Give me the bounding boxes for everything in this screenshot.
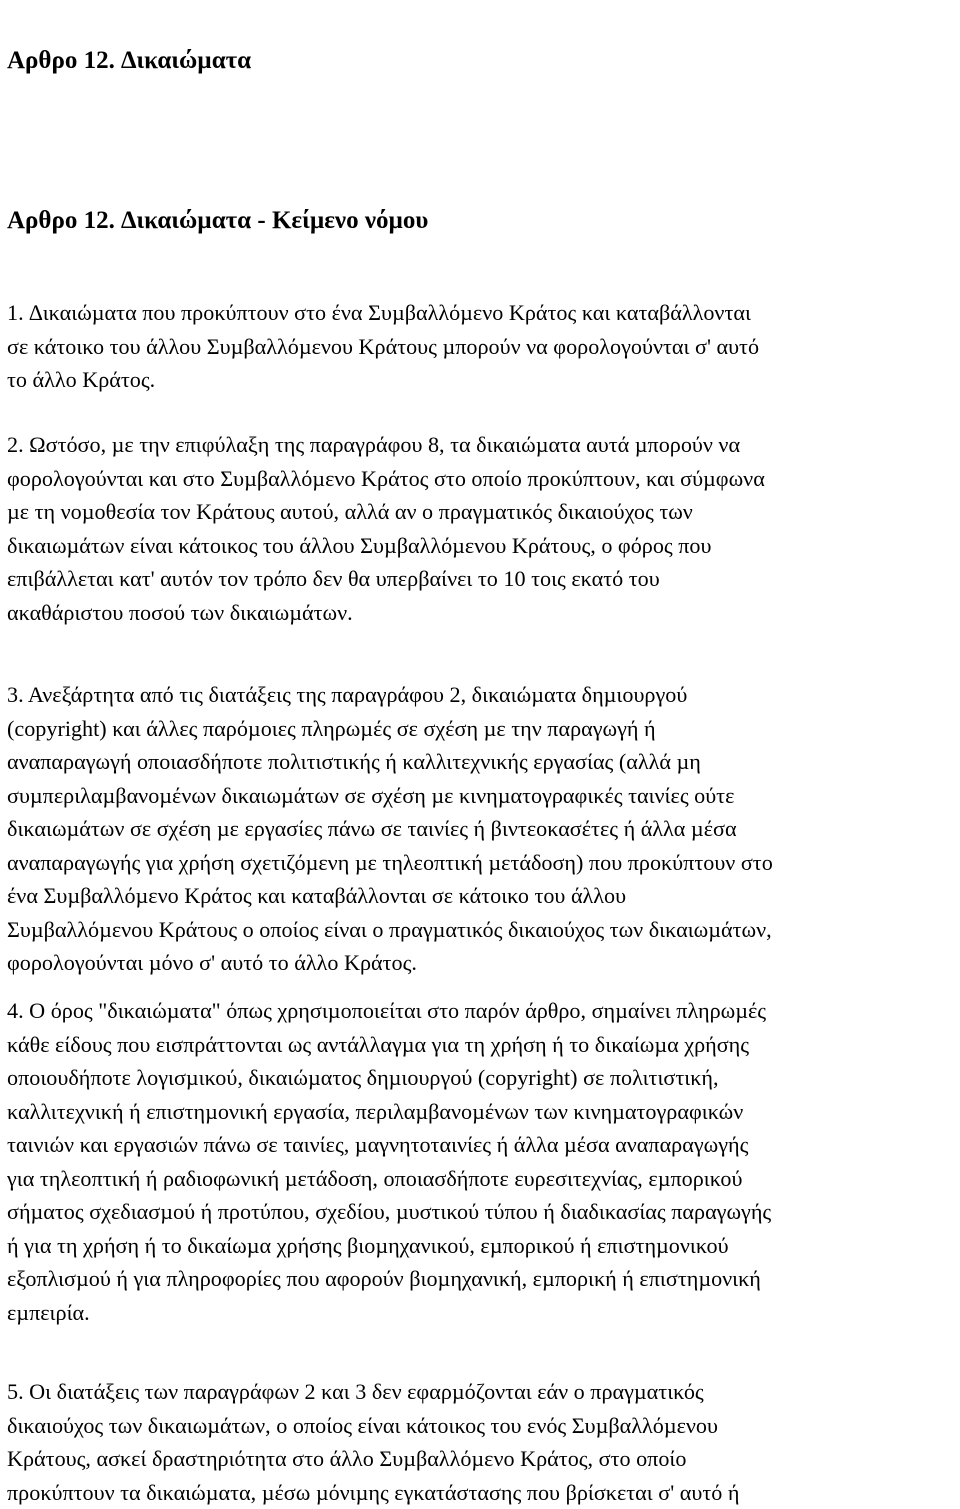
paragraph-line: σήµατος σχεδιασµού ή προτύπου, σχεδίου, µυστικού τύπου ή διαδικασίας παραγωγής bbox=[7, 1195, 960, 1229]
paragraph-4 bbox=[7, 994, 960, 1329]
paragraph-line: οποιουδήποτε λογισµικού, δικαιώµατος δηµιουργού (copyright) σε πολιτιστική, bbox=[7, 1061, 960, 1095]
paragraph-line: καλλιτεχνική ή επιστηµονική εργασία, περιλαµβανοµένων των κινηµατογραφικών bbox=[7, 1095, 960, 1129]
paragraph-line: φορολογούνται και στο Συµβαλλόµενο Κράτος στο οποίο προκύπτουν, και σύµφωνα bbox=[7, 462, 960, 496]
paragraph-line: ένα Συµβαλλόµενο Κράτος και καταβάλλονται σε κάτοικο του άλλου bbox=[7, 879, 960, 913]
paragraph-line: το άλλο Κράτος. bbox=[7, 363, 960, 397]
paragraph-line: Συµβαλλόµενου Κράτους ο οποίος είναι ο πραγµατικός δικαιούχος των δικαιωµάτων, bbox=[7, 913, 960, 947]
paragraph-line: 4. Ο όρος "δικαιώµατα" όπως χρησιµοποιείται στο παρόν άρθρο, σηµαίνει πληρωµές bbox=[7, 994, 960, 1028]
paragraph-line: 5. Οι διατάξεις των παραγράφων 2 και 3 δεν εφαρµόζονται εάν ο πραγµατικός bbox=[7, 1375, 960, 1409]
paragraph-line: σε κάτοικο του άλλου Συµβαλλόµενου Κράτους µπορούν να φορολογούνται σ' αυτό bbox=[7, 330, 960, 364]
paragraph-line: φορολογούνται µόνο σ' αυτό το άλλο Κράτος. bbox=[7, 946, 960, 980]
paragraph-3 bbox=[7, 678, 960, 980]
paragraph-line: εξοπλισµού ή για πληροφορίες που αφορούν βιοµηχανική, εµπορική ή επιστηµονική bbox=[7, 1262, 960, 1296]
paragraph-line: προκύπτουν τα δικαιώµατα, µέσω µόνιµης εγκατάστασης που βρίσκεται σ' αυτό ή bbox=[7, 1476, 960, 1509]
paragraph-line: επιβάλλεται κατ' αυτόν τον τρόπο δεν θα υπερβαίνει το 10 τοις εκατό του bbox=[7, 562, 960, 596]
paragraph-line: συµπεριλαµβανοµένων δικαιωµάτων σε σχέση µε κινηµατογραφικές ταινίες ούτε bbox=[7, 779, 960, 813]
paragraph-2 bbox=[7, 428, 960, 629]
page-title: Αρθρο 12. ∆ικαιώµατα bbox=[7, 46, 251, 76]
paragraph-line: για τηλεοπτική ή ραδιοφωνική µετάδοση, οποιασδήποτε ευρεσιτεχνίας, εµπορικού bbox=[7, 1162, 960, 1196]
paragraph-1 bbox=[7, 296, 960, 397]
paragraph-line: κάθε είδους που εισπράττονται ως αντάλλαγµα για τη χρήση ή το δικαίωµα χρήσης bbox=[7, 1028, 960, 1062]
paragraph-line: δικαιωµάτων σε σχέση µε εργασίες πάνω σε ταινίες ή βιντεοκασέτες ή άλλα µέσα bbox=[7, 812, 960, 846]
paragraph-line: αναπαραγωγής για χρήση σχετιζόµενη µε τηλεοπτική µετάδοση) που προκύπτουν στο bbox=[7, 846, 960, 880]
paragraph-line: Κράτους, ασκεί δραστηριότητα στο άλλο Συµβαλλόµενο Κράτος, στο οποίο bbox=[7, 1442, 960, 1476]
paragraph-line: δικαιούχος των δικαιωµάτων, ο οποίος είναι κάτοικος του ενός Συµβαλλόµενου bbox=[7, 1409, 960, 1443]
paragraph-line: µε τη νοµοθεσία τον Κράτους αυτού, αλλά αν ο πραγµατικός δικαιούχος των bbox=[7, 495, 960, 529]
paragraph-line: ταινιών και εργασιών πάνω σε ταινίες, µαγνητοταινίες ή άλλα µέσα αναπαραγωγής bbox=[7, 1128, 960, 1162]
paragraph-5 bbox=[7, 1375, 960, 1509]
paragraph-line: εµπειρία. bbox=[7, 1296, 960, 1330]
paragraph-line: 1. ∆ικαιώµατα που προκύπτουν στο ένα Συµβαλλόµενο Κράτος και καταβάλλονται bbox=[7, 296, 960, 330]
paragraph-line: δικαιωµάτων είναι κάτοικος του άλλου Συµβαλλόµενου Κράτους, ο φόρος που bbox=[7, 529, 960, 563]
paragraph-line: 2. Ωστόσο, µε την επιφύλαξη της παραγράφου 8, τα δικαιώµατα αυτά µπορούν να bbox=[7, 428, 960, 462]
paragraph-line: ακαθάριστου ποσού των δικαιωµάτων. bbox=[7, 596, 960, 630]
paragraph-line: 3. Ανεξάρτητα από τις διατάξεις της παραγράφου 2, δικαιώµατα δηµιουργού bbox=[7, 678, 960, 712]
paragraph-line: αναπαραγωγή οποιασδήποτε πολιτιστικής ή καλλιτεχνικής εργασίας (αλλά µη bbox=[7, 745, 960, 779]
paragraph-line: ή για τη χρήση ή το δικαίωµα χρήσης βιοµηχανικού, εµπορικού ή επιστηµονικού bbox=[7, 1229, 960, 1263]
section-heading: Αρθρο 12. ∆ικαιώµατα - Κείµενο νόµου bbox=[7, 206, 428, 236]
paragraph-line: (copyright) και άλλες παρόµοιες πληρωµές σε σχέση µε την παραγωγή ή bbox=[7, 712, 960, 746]
